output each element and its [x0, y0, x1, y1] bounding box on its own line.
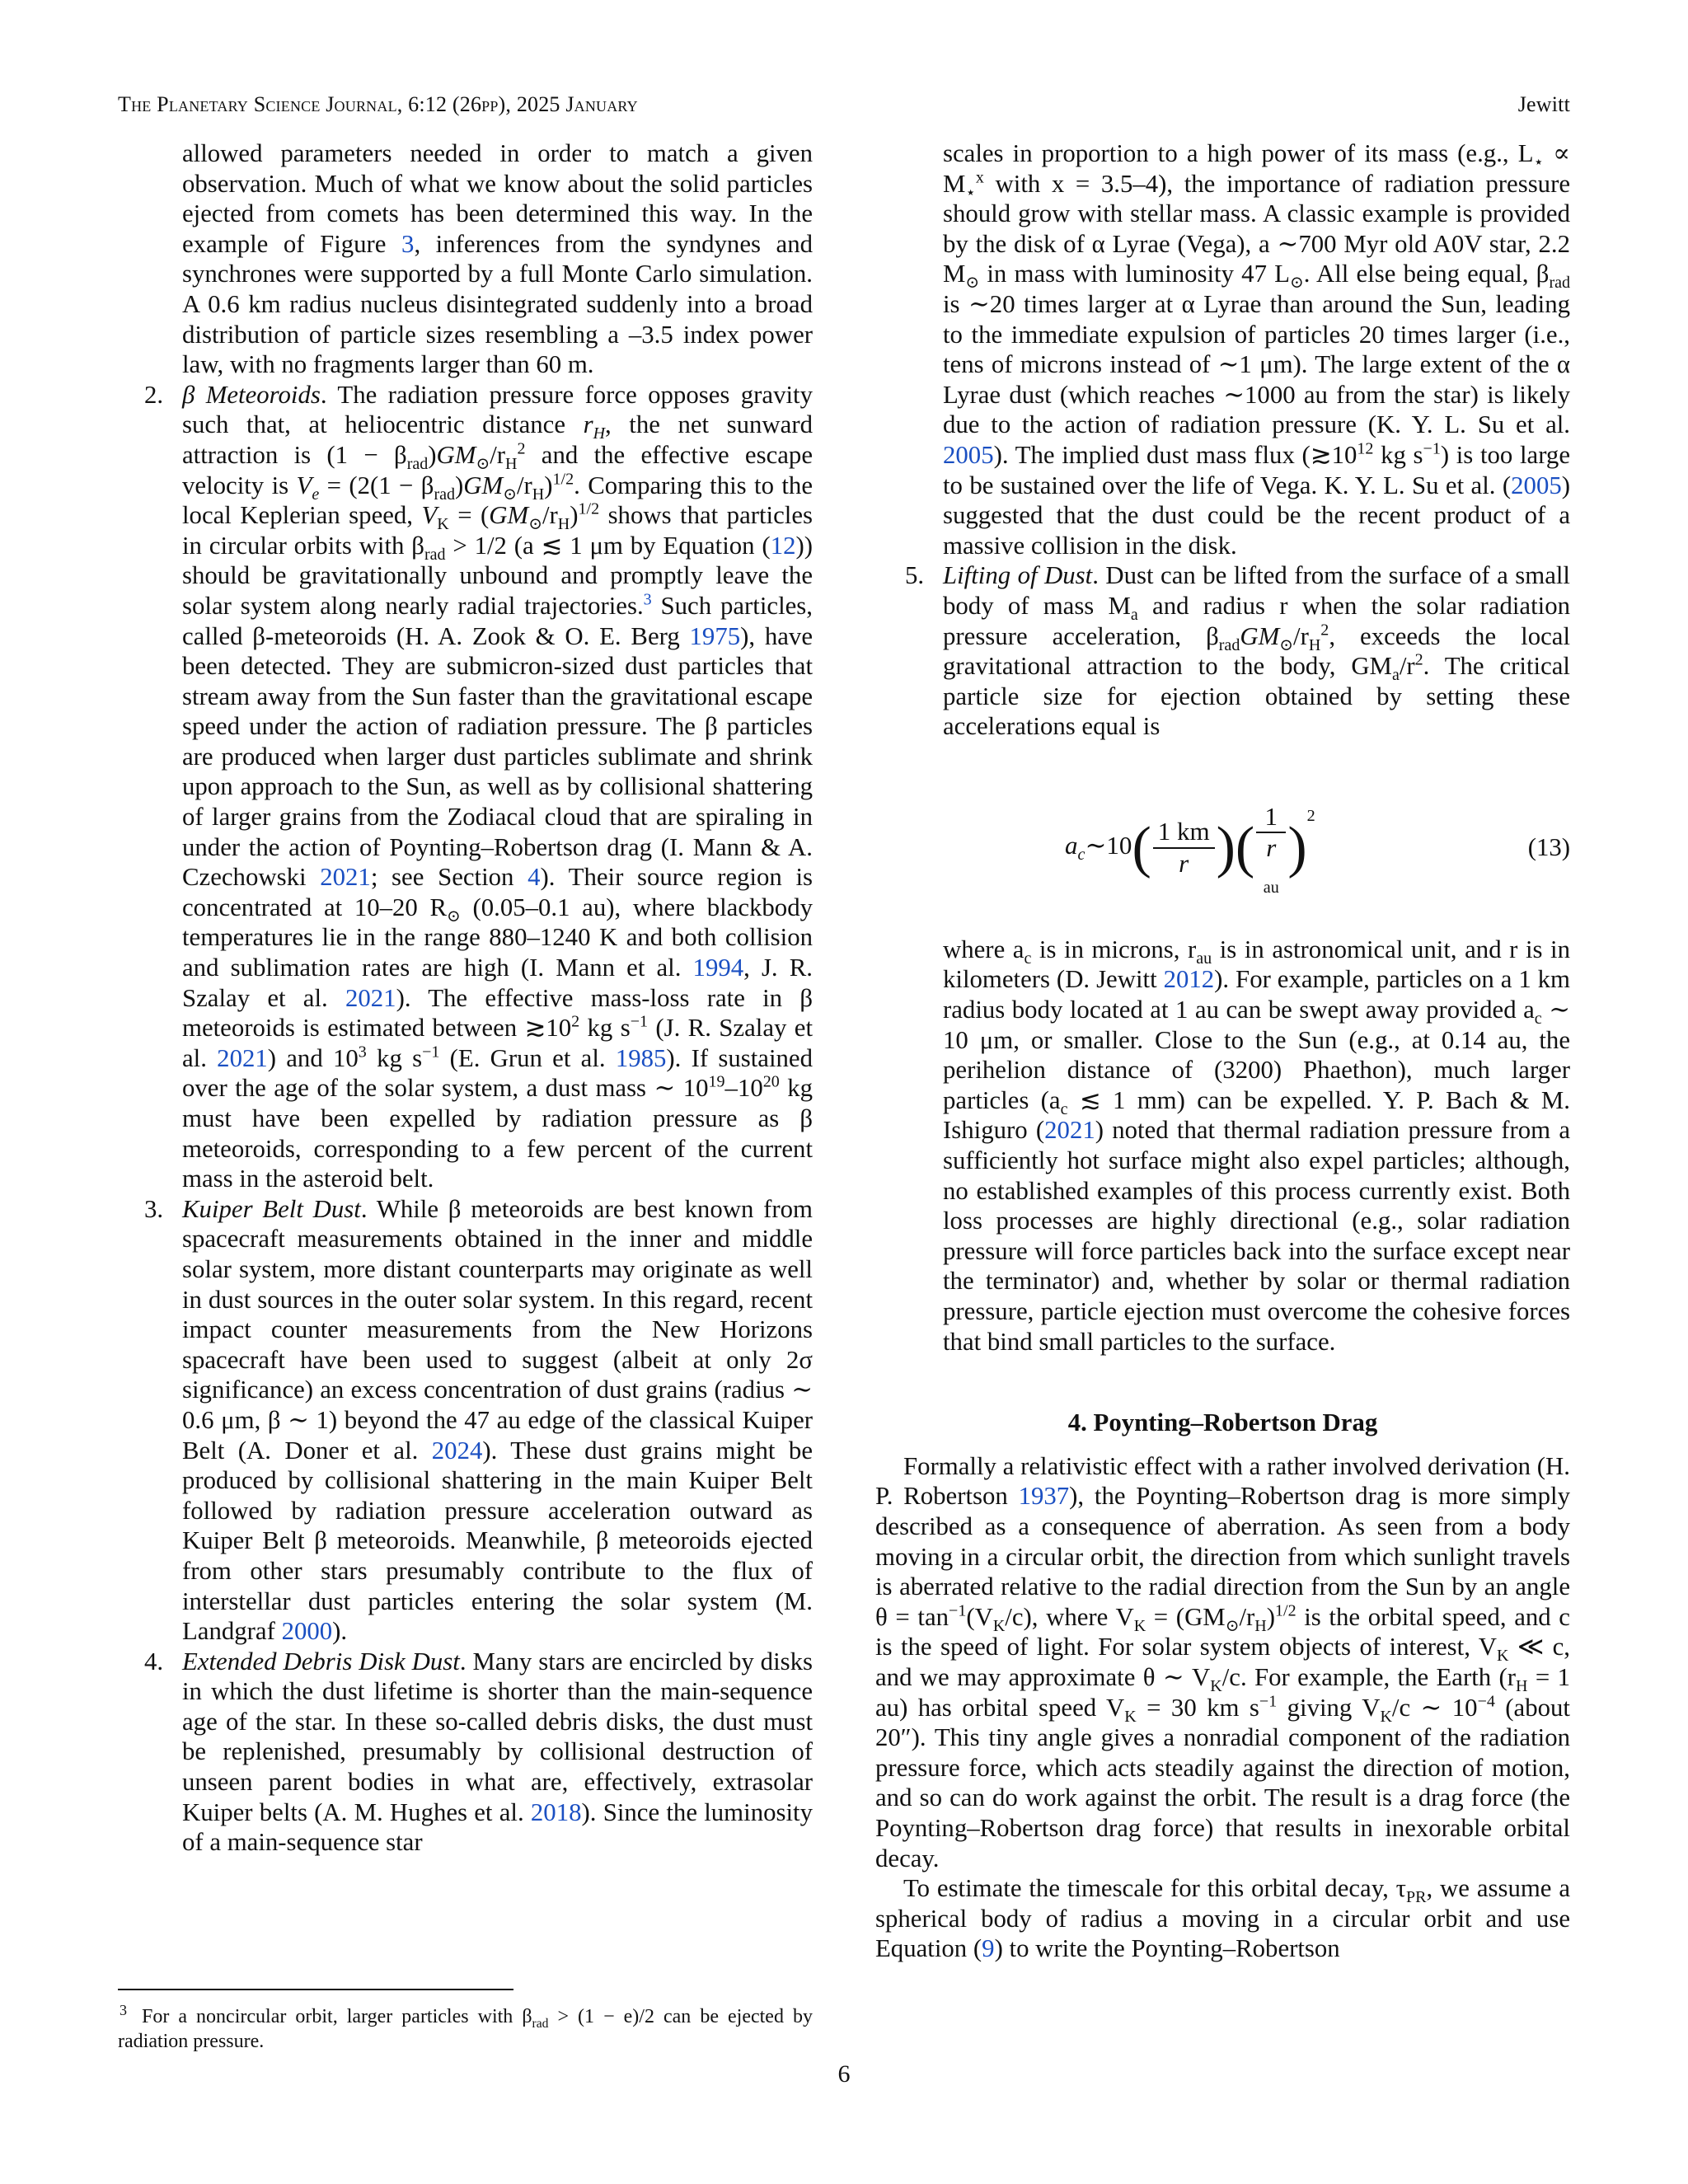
- citation-link[interactable]: 2005: [943, 440, 994, 469]
- citation-link[interactable]: 2021: [320, 863, 371, 892]
- equation-body: $a_c\sim 10$( $\frac{1 km}{r}$ )( 1 r $_{au}$ )$^2$: [1065, 801, 1315, 898]
- citation-link[interactable]: 2024: [431, 1436, 483, 1465]
- left-column: [118, 138, 813, 1858]
- figure-link[interactable]: 3: [401, 229, 415, 258]
- item4-continuation: scales in proportion to a high power of its mass (e.g., $L_⋆ \propto M_⋆^x$ with x = 3.5–4), the importance of radiation pressure should grow with stellar mass. A classic example is provided by the disk of α Lyrae (Vega), a ∼700 Myr old A0V star, 2.2 $M_⊙$ in mass with luminosity 47 $L_⊙$. All else being equal, $\beta_{rad}$ is ∼20 times larger at α Lyrae than around the Sun, leading to the immediate expulsion of particles 20 times larger (i.e., tens of microns instead of ∼1 μm). The large extent of the α Lyrae dust (which reaches ∼1000 au from the star) is likely due to the action of radiation pressure (K. Y. L. Su et al. 2005). The implied dust mass flux ($≳10^{12}$ kg $s^{-1}$) is too large to be sustained over the life of Vega. K. Y. L. Su et al. (2005) suggested that the dust could be the recent product of a massive collision in the disk.: [943, 139, 1570, 560]
- footnote: $^3$ For a noncircular orbit, larger particles with $\beta_{rad} > (1 - e)/2$ can be ejected by radiation pressure.: [118, 2002, 813, 2052]
- citation-link[interactable]: 2018: [530, 1797, 582, 1826]
- citation-link[interactable]: 2021: [217, 1043, 268, 1072]
- list-item-lifting-of-dust: 5. Lifting of Dust. Dust can be lifted from the surface of a small body of mass $M_a$ and radius r when the solar radiation pressure acceleration, $\beta_{rad}GM_⊙/r_H^2$, exceeds the local gravitational attraction to the body, $GM_a/r^2$. The critical particle size for ejection obtained by setting these accelerations equal is: [905, 561, 1570, 741]
- fraction-1: $\frac{1 km}{r}$: [1153, 817, 1215, 879]
- item-number: 3.: [144, 1194, 164, 1223]
- item-title: β Meteoroids: [182, 380, 321, 409]
- citation-link[interactable]: 1985: [615, 1043, 667, 1072]
- item-title: Kuiper Belt Dust: [182, 1194, 361, 1223]
- equation-explanation: where $a_c$ is in microns, $r_{au}$ is in astronomical unit, and r is in kilometers (D. Jewitt 2012). For example, particles on a 1 km radius body located at 1 au can be swept away provided $a_c$ ∼ 10 μm, or smaller. Close to the Sun (e.g., at 0.14 au, the perihelion distance of (3200) Phaethon), much larger particles ($a_c$ ≲ 1 mm) can be expelled. Y. P. Bach & M. Ishiguro (2021) noted that thermal radiation pressure from a sufficiently hot surface might also expel particles; although, no established examples of this process currently exist. Both loss processes are highly directional (e.g., solar radiation pressure will force particles back into the surface except near the terminator) and, whether by solar or thermal radiation pressure, particle ejection must overcome the cohesive forces that bind small particles to the surface.: [943, 935, 1571, 1356]
- page-number: 6: [837, 2060, 851, 2088]
- section-paragraph-2: To estimate the timescale for this orbital decay, $\tau_{PR}$, we assume a spherical body of radius a moving in a circular orbit and use Equation (9) to write the Poynting–Robertson: [875, 1874, 1570, 1963]
- list-item-debris-disk-dust: 4. Extended Debris Disk Dust. Many stars are encircled by disks in which the dust lifetime is shorter than the main-sequence age of the star. In these so-called debris disks, the dust must be replenished, presumably by collisional destruction of unseen parent bodies in what are, effectively, extrasolar Kuiper belts (A. M. Hughes et al. 2018). Since the luminosity of a main-sequence star: [144, 1647, 813, 1857]
- equation-13: [875, 765, 1570, 921]
- journal-citation: The Planetary Science Journal, 6:12 (26pp), 2025 January: [118, 92, 638, 116]
- citation-link[interactable]: 2000: [281, 1617, 333, 1646]
- section-heading: 4. Poynting–Robertson Drag: [1067, 1408, 1378, 1437]
- list-item-kuiper-belt-dust: 3. Kuiper Belt Dust. While β meteoroids are best known from spacecraft measurements obtained in the inner and middle solar system, more distant counterparts may originate as well in dust sources in the outer solar system. In this regard, recent impact counter measurements from the New Horizons spacecraft have been used to suggest (albeit at only 2σ significance) an excess concentration of dust grains (radius ∼ 0.6 μm, β ∼ 1) beyond the 47 au edge of the classical Kuiper Belt (A. Doner et al. 2024). These dust grains might be produced by collisional shattering in the main Kuiper Belt followed by radiation pressure acceleration outward as Kuiper Belt β meteoroids. Meanwhile, β meteoroids ejected from other stars presumably contribute to the flux of interstellar dust particles entering the solar system (M. Landgraf 2000).: [144, 1194, 813, 1646]
- item-number: 4.: [144, 1647, 164, 1675]
- right-column: [875, 138, 1570, 1964]
- citation-link[interactable]: 2021: [1044, 1116, 1095, 1145]
- citation-link[interactable]: 1937: [1018, 1482, 1070, 1511]
- author-name: Jewitt: [1517, 92, 1570, 116]
- item-number: 2.: [144, 380, 164, 409]
- citation-link[interactable]: 2012: [1163, 965, 1215, 994]
- equation-link[interactable]: 9: [982, 1934, 995, 1963]
- running-header: [118, 92, 1570, 125]
- item1-continuation: allowed parameters needed in order to match a given observation. Much of what we know about the solid particles ejected from comets has been determined this way. In the example of Figure 3, inferences from the syndynes and synchrones were supported by a full Monte Carlo simulation. A 0.6 km radius nucleus disintegrated suddenly into a broad distribution of particle sizes resembling a –3.5 index power law, with no fragments larger than 60 m.: [182, 139, 813, 379]
- item-title: Lifting of Dust: [943, 561, 1093, 590]
- footnote-number: 3: [120, 2002, 127, 2018]
- item-number: 5.: [905, 561, 925, 590]
- footnote-divider: [118, 1989, 513, 1990]
- footnote-link[interactable]: 3: [643, 590, 652, 609]
- citation-link[interactable]: 1994: [692, 954, 744, 982]
- item-title: Extended Debris Disk Dust: [182, 1647, 460, 1675]
- citation-link[interactable]: 1975: [689, 621, 741, 650]
- citation-link[interactable]: 2021: [345, 983, 396, 1012]
- fraction-2: 1 r $_{au}$: [1256, 802, 1286, 894]
- equation-number: (13): [1527, 832, 1570, 861]
- equation-link[interactable]: 12: [770, 531, 796, 560]
- citation-link[interactable]: 2005: [1511, 471, 1562, 499]
- section-link[interactable]: 4: [528, 863, 541, 892]
- section-paragraph-1: Formally a relativistic effect with a rather involved derivation (H. P. Robertson 1937), the Poynting–Robertson drag is more simply described as a consequence of aberration. As seen from a body moving in a circular orbit, the direction from which sunlight travels is aberrated relative to the radial direction from the Sun by an angle $\theta = \tan^{-1}(V_K/c)$, where $V_K = (GM_⊙/r_H)^{1/2}$ is the orbital speed, and c is the speed of light. For solar system objects of interest, $V_K$ ≪ c, and we may approximate θ ∼ $V_K/c$. For example, the Earth ($r_H = 1$ au) has orbital speed $V_K = 30$ km $s^{-1}$ giving $V_K/c$ ∼ $10^{-4}$ (about 20″). This tiny angle gives a nonradial component of the radiation pressure force, which acts steadily against the direction of motion, and so can do work against the orbit. The result is a drag force (the Poynting–Robertson drag force) that results in inexorable orbital decay.: [875, 1451, 1570, 1872]
- list-item-beta-meteoroids: 2. β Meteoroids. The radiation pressure force opposes gravity such that, at heliocentric distance $r_H$, the net sunward attraction is $(1 - \beta_{rad})GM_⊙/r_H^2$ and the effective escape velocity is $V_e = (2(1 - \beta_{rad})GM_⊙/r_H)^{1/2}$. Comparing this to the local Keplerian speed, $V_K = (GM_⊙/r_H)^{1/2}$ shows that particles in circular orbits with $\beta_{rad} > 1/2$ (a ≲ 1 μm by Equation (12)) should be gravitationally unbound and promptly leave the solar system along nearly radial trajectories.$^3$ Such particles, called β-meteoroids (H. A. Zook & O. E. Berg 1975), have been detected. They are submicron-sized dust particles that stream away from the Sun faster than the gravitational escape speed under the action of radiation pressure. The β particles are produced when larger dust particles sublimate and shrink upon approach to the Sun, as well as by collisional shattering of larger grains from the Zodiacal cloud that are spiraling in under the action of Poynting–Robertson drag (I. Mann & A. Czechowski 2021; see Section 4). Their source region is concentrated at 10–20 $R_⊙$ (0.05–0.1 au), where blackbody temperatures lie in the range 880–1240 K and both collision and sublimation rates are high (I. Mann et al. 1994, J. R. Szalay et al. 2021). The effective mass-loss rate in β meteoroids is estimated between $≳10^2$ kg $s^{-1}$ (J. R. Szalay et al. 2021) and $10^3$ kg $s^{-1}$ (E. Grun et al. 1985). If sustained over the age of the solar system, a dust mass ∼ $10^{19}-10^{20}$ kg must have been expelled by radiation pressure as β meteoroids, corresponding to a few percent of the current mass in the asteroid belt.: [144, 380, 814, 1193]
